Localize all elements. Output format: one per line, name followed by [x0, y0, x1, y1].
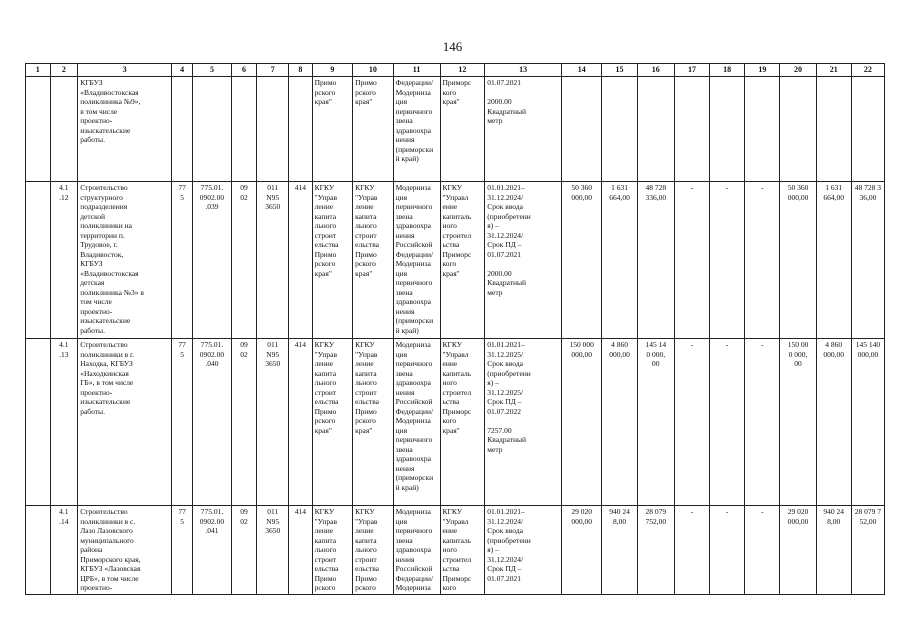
table-cell-col15: 1 631 664,00 — [602, 182, 637, 339]
table-cell-col7: 011 N95 3650 — [257, 506, 289, 595]
table-cell-col12: КГКУ "Управл ение капиталь ного строител ьства Приморс кого — [440, 506, 485, 595]
column-number-cell: 18 — [710, 64, 745, 77]
table-cell-col4 — [171, 77, 192, 182]
column-number-cell: 11 — [393, 64, 440, 77]
table-cell-col5 — [193, 77, 231, 182]
table-cell-col22: 145 140 000,00 — [851, 339, 884, 506]
table-cell-col10: КГКУ "Управ ление капита льного строит ельства Примо рского — [353, 506, 393, 595]
table-cell-col20: 29 020 000,00 — [780, 506, 816, 595]
table-cell-col14: 150 000 000,00 — [561, 339, 601, 506]
table-cell-col8: 414 — [289, 506, 312, 595]
column-number-cell: 21 — [816, 64, 851, 77]
table-cell-col19: - — [745, 182, 780, 339]
table-cell-col2 — [50, 77, 78, 182]
page-number: 146 — [442, 39, 463, 54]
table-cell-col8: 414 — [289, 182, 312, 339]
table-cell-col18: - — [710, 182, 745, 339]
table-cell-col13: 01.07.2021 2000.00 Квадратный метр — [485, 77, 562, 182]
table-cell-col17 — [674, 77, 709, 182]
table-cell-col22: 48 728 3 36,00 — [851, 182, 884, 339]
table-cell-col6: 09 02 — [231, 339, 257, 506]
column-number-cell: 12 — [440, 64, 485, 77]
table-cell-col20 — [780, 77, 816, 182]
table-cell-col2: 4.1 .13 — [50, 339, 78, 506]
table-cell-col5: 775.01. 0902.00 .041 — [193, 506, 231, 595]
table-cell-col12: КГКУ "Управл ение капиталь ного строител ьства Приморс кого края" — [440, 182, 485, 339]
table-body — [26, 64, 885, 595]
table-cell-col14: 50 360 000,00 — [561, 182, 601, 339]
column-number-cell: 19 — [745, 64, 780, 77]
table-cell-col9: Примо рского края" — [312, 77, 352, 182]
table-cell-col21 — [816, 77, 851, 182]
column-number-row — [26, 64, 885, 77]
table-cell-col6: 09 02 — [231, 182, 257, 339]
table-cell-col16 — [637, 77, 674, 182]
column-number-cell: 10 — [353, 64, 393, 77]
table-row — [26, 506, 885, 595]
table-cell-col20: 50 360 000,00 — [780, 182, 816, 339]
table-cell-col9: КГКУ "Управ ление капита льного строит ельства Примо рского — [312, 506, 352, 595]
table-cell-col3: Строительство поликлиники в г. Находка, КГБУЗ «Находкинская ГБ», в том числе проектно- изыскательские работы. — [78, 339, 172, 506]
table-cell-col4: 77 5 — [171, 506, 192, 595]
table-cell-col13: 01.01.2021– 31.12.2024/ Срок ввода (приобретени я) – 31.12.2024/ Срок ПД – 01.07.2021 — [485, 506, 562, 595]
table-cell-col5: 775.01. 0902.00 .040 — [193, 339, 231, 506]
column-number-cell: 17 — [674, 64, 709, 77]
table-cell-col11: Федерации/ Модерниза ция первичного звена здравоохра нения (приморски й край) — [393, 77, 440, 182]
table-row — [26, 339, 885, 506]
table-cell-col15: 940 24 8,00 — [602, 506, 637, 595]
table-cell-col16: 48 728 336,00 — [637, 182, 674, 339]
table-cell-col1 — [26, 77, 51, 182]
table-cell-col11: Модерниза ция первичного звена здравоохра нения Российской Федерации/ Модерниза ция первичного звена здравоохра нения (приморски й край) — [393, 182, 440, 339]
column-number-cell: 13 — [485, 64, 562, 77]
table-cell-col11: Модерниза ция первичного звена здравоохра нения Российской Федерации/ Модерниза — [393, 506, 440, 595]
table-cell-col1 — [26, 182, 51, 339]
table-cell-col2: 4.1 .14 — [50, 506, 78, 595]
table-cell-col13: 01.01.2021– 31.12.2024/ Срок ввода (приобретени я) – 31.12.2024/ Срок ПД – 01.07.2021 2000.00 Квадратный метр — [485, 182, 562, 339]
table-cell-col8: 414 — [289, 339, 312, 506]
table-cell-col1 — [26, 339, 51, 506]
table-cell-col18 — [710, 77, 745, 182]
column-number-cell: 16 — [637, 64, 674, 77]
column-number-cell: 6 — [231, 64, 257, 77]
column-number-cell: 8 — [289, 64, 312, 77]
column-number-cell: 22 — [851, 64, 884, 77]
table-cell-col10: КГКУ "Управ ление капита льного строит ельства Примо рского края" — [353, 182, 393, 339]
table-cell-col20: 150 00 0 000, 00 — [780, 339, 816, 506]
table-cell-col2: 4.1 .12 — [50, 182, 78, 339]
table-cell-col3: КГБУЗ «Владивостокская поликлиника №9», в том числе проектно- изыскательские работы. — [78, 77, 172, 182]
table-cell-col4: 77 5 — [171, 182, 192, 339]
table-cell-col21: 1 631 664,00 — [816, 182, 851, 339]
table-cell-col15 — [602, 77, 637, 182]
table-cell-col5: 775.01. 0902.00 .039 — [193, 182, 231, 339]
table-cell-col19: - — [745, 339, 780, 506]
table-cell-col3: Строительство поликлиники в с. Лазо Лазовского муниципального района Приморского края, КГБУЗ «Лазовская ЦРБ», в том числе проектно- — [78, 506, 172, 595]
table-cell-col7: 011 N95 3650 — [257, 182, 289, 339]
column-number-cell: 7 — [257, 64, 289, 77]
column-number-cell: 5 — [193, 64, 231, 77]
column-number-cell: 15 — [602, 64, 637, 77]
table-cell-col11: Модерниза ция первичного звена здравоохра нения Российской Федерации/ Модерниза ция первичного звена здравоохра нения (приморски й край) — [393, 339, 440, 506]
table-row — [26, 182, 885, 339]
table-cell-col13: 01.01.2021– 31.12.2025/ Срок ввода (приобретени я) – 31.12.2025/ Срок ПД – 01.07.2022 7257.00 Квадратный метр — [485, 339, 562, 506]
table-cell-col15: 4 860 000,00 — [602, 339, 637, 506]
table-cell-col12: Приморс кого края" — [440, 77, 485, 182]
table-cell-col9: КГКУ "Управ ление капита льного строит ельства Примо рского края" — [312, 182, 352, 339]
table-cell-col7: 011 N95 3650 — [257, 339, 289, 506]
column-number-cell: 20 — [780, 64, 816, 77]
table-cell-col6 — [231, 77, 257, 182]
table-cell-col17: - — [674, 339, 709, 506]
column-number-cell: 2 — [50, 64, 78, 77]
table-cell-col16: 28 079 752,00 — [637, 506, 674, 595]
budget-table — [25, 63, 885, 595]
column-number-cell: 4 — [171, 64, 192, 77]
column-number-cell: 1 — [26, 64, 51, 77]
column-number-cell: 9 — [312, 64, 352, 77]
table-cell-col1 — [26, 506, 51, 595]
table-cell-col16: 145 14 0 000, 00 — [637, 339, 674, 506]
column-number-cell: 14 — [561, 64, 601, 77]
table-cell-col19 — [745, 77, 780, 182]
table-cell-col14 — [561, 77, 601, 182]
table-cell-col22 — [851, 77, 884, 182]
table-cell-col19: - — [745, 506, 780, 595]
table-cell-col18: - — [710, 506, 745, 595]
table-cell-col17: - — [674, 182, 709, 339]
table-cell-col17: - — [674, 506, 709, 595]
table-cell-col12: КГКУ "Управл ение капиталь ного строител ьства Приморс кого края" — [440, 339, 485, 506]
table-row — [26, 77, 885, 182]
table-cell-col7 — [257, 77, 289, 182]
column-number-cell: 3 — [78, 64, 172, 77]
table-cell-col10: КГКУ "Управ ление капита льного строит ельства Примо рского края" — [353, 339, 393, 506]
table-cell-col22: 28 079 7 52,00 — [851, 506, 884, 595]
table-cell-col10: Примо рского края" — [353, 77, 393, 182]
table-cell-col4: 77 5 — [171, 339, 192, 506]
table-cell-col14: 29 020 000,00 — [561, 506, 601, 595]
table-cell-col9: КГКУ "Управ ление капита льного строит ельства Примо рского края" — [312, 339, 352, 506]
table-cell-col21: 940 24 8,00 — [816, 506, 851, 595]
table-cell-col18: - — [710, 339, 745, 506]
table-cell-col3: Строительство структурного подразделения детской поликлиники на территории п. Трудовое, г. Владивосток, КГБУЗ «Владивостокская детская поликлиника №3» в том числе проектно- изыскательские работы. — [78, 182, 172, 339]
table-cell-col6: 09 02 — [231, 506, 257, 595]
table-cell-col8 — [289, 77, 312, 182]
table-cell-col21: 4 860 000,00 — [816, 339, 851, 506]
